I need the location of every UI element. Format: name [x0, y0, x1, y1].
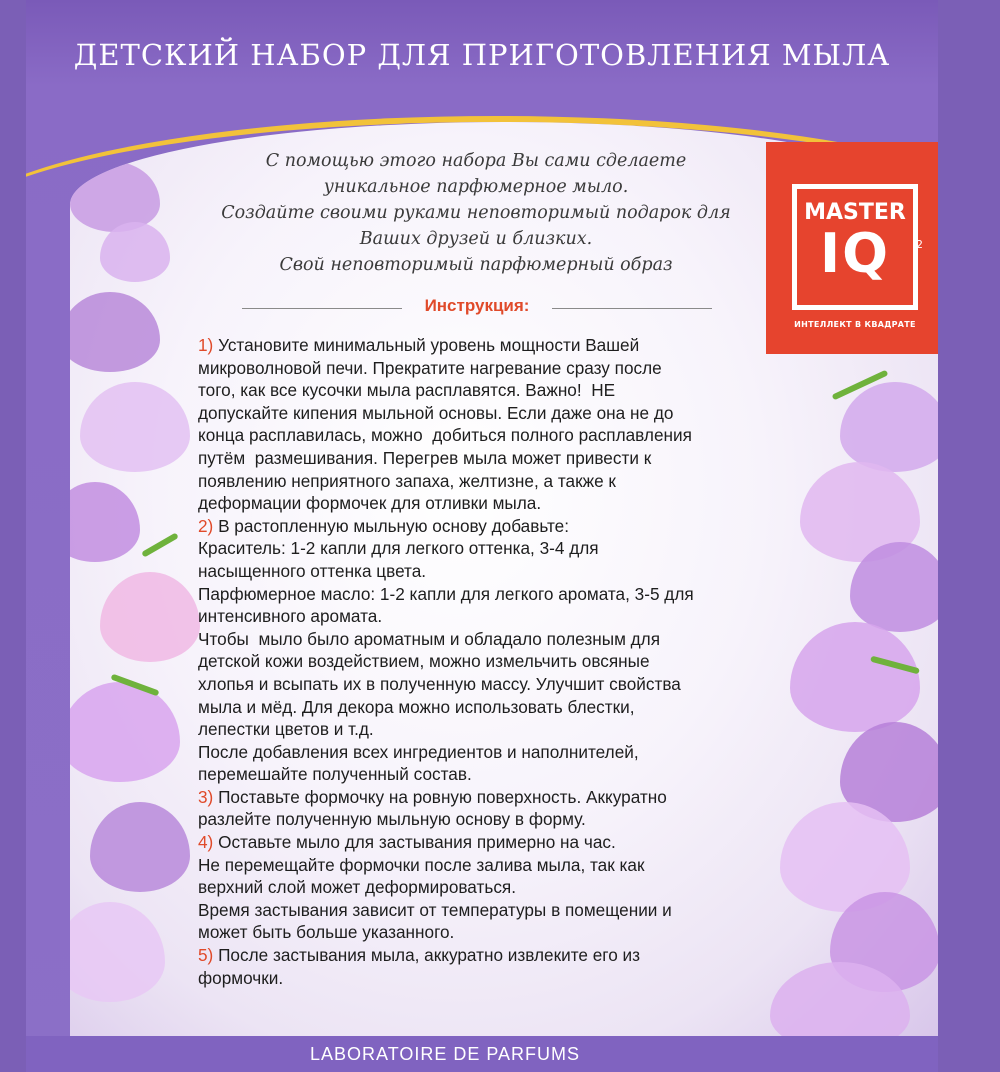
lilac-flower-decoration [100, 572, 200, 662]
instruction-line [198, 650, 788, 673]
instruction-line [198, 402, 788, 425]
lilac-flower-decoration [790, 622, 920, 732]
intro-line: С помощью этого набора Вы сами сделаете [265, 151, 687, 171]
instruction-text: Не перемещайте формочки после залива мыла, так как [198, 854, 645, 875]
instruction-text: лепестки цветов и т.д. [198, 719, 374, 740]
instruction-line [198, 718, 788, 741]
lilac-flower-decoration [70, 902, 165, 1002]
lilac-flower-decoration [70, 292, 160, 372]
intro-line: Свой неповторимый парфюмерный образ [279, 255, 673, 275]
lilac-flower-decoration [70, 162, 160, 232]
instruction-line [198, 921, 788, 944]
instruction-line [198, 537, 788, 560]
instruction-text: После добавления всех ингредиентов и наполнителей, [198, 741, 639, 762]
instructions-heading: Инструкция: [424, 296, 530, 315]
instruction-line [198, 808, 788, 831]
step-number: 2) [198, 515, 214, 536]
lilac-flower-decoration [80, 382, 190, 472]
instruction-line [198, 424, 788, 447]
instruction-line [198, 560, 788, 583]
instruction-text: После застывания мыла, аккуратно извлеките его из [213, 945, 641, 966]
instruction-text: В растопленную мыльную основу добавьте: [213, 515, 569, 536]
step-number: 3) [198, 786, 214, 807]
instruction-line [198, 944, 788, 967]
instruction-line [198, 447, 788, 470]
instruction-text: Краситель: 1-2 капли для легкого оттенка, 3-4 для [198, 538, 599, 559]
master-iq-logo [766, 142, 938, 354]
step-number: 1) [198, 335, 214, 355]
instruction-line [198, 515, 788, 538]
instruction-line [198, 334, 788, 357]
instruction-line [198, 741, 788, 764]
instruction-line [198, 967, 788, 990]
lilac-flower-decoration [100, 222, 170, 282]
logo-brand-main: IQ [820, 222, 890, 285]
instruction-text: Чтобы мыло было ароматным и обладало полезным для [198, 628, 661, 649]
instruction-text: Установите минимальный уровень мощности Вашей [213, 335, 640, 355]
instruction-text: верхний слой может деформироваться. [198, 877, 516, 898]
instruction-text: перемешайте полученный состав. [198, 764, 472, 785]
instruction-text: Оставьте мыло для застывания примерно на час. [213, 832, 616, 853]
instruction-line [198, 379, 788, 402]
instruction-text: может быть больше указанного. [198, 922, 455, 943]
lilac-flower-decoration [70, 482, 140, 562]
instruction-text: интенсивного аромата. [198, 606, 383, 627]
logo-brand-top: MASTER [804, 200, 906, 225]
instruction-line [198, 605, 788, 628]
instruction-line [198, 831, 788, 854]
step-number: 5) [198, 945, 214, 966]
instruction-text: детской кожи воздействием, можно измельчить овсяные [198, 651, 650, 672]
instruction-line [198, 763, 788, 786]
instruction-text: допускайте кипения мыльной основы. Если даже она не до [198, 402, 674, 423]
intro-text [196, 148, 756, 278]
instruction-text: Парфюмерное масло: 1-2 капли для легкого аромата, 3-5 для [198, 583, 694, 604]
lilac-flower-decoration [70, 682, 180, 782]
divider-right [552, 308, 712, 309]
instruction-text: разлейте полученную мыльную основу в форму. [198, 809, 586, 830]
instruction-text: хлопья и всыпать их в полученную массу. Улучшит свойства [198, 673, 681, 694]
step-number: 4) [198, 832, 214, 853]
instruction-line [198, 583, 788, 606]
instructions-heading-row [242, 296, 712, 320]
instruction-text: мыла и мёд. Для декора можно использовать блестки, [198, 696, 635, 717]
footer-text: LABORATOIRE DE PARFUMS [310, 1044, 581, 1064]
instruction-line [198, 854, 788, 877]
product-title: ДЕТСКИЙ НАБОР ДЛЯ ПРИГОТОВЛЕНИЯ МЫЛА [73, 38, 891, 72]
lilac-flower-decoration [90, 802, 190, 892]
instruction-line [198, 899, 788, 922]
lilac-flower-decoration [840, 382, 938, 472]
intro-line: уникальное парфюмерное мыло. [323, 177, 629, 197]
instruction-text: того, как все кусочки мыла расплавятся. Важно! НЕ [198, 380, 616, 401]
instruction-line [198, 786, 788, 809]
instruction-line [198, 357, 788, 380]
instruction-line [198, 470, 788, 493]
logo-tagline: ИНТЕЛЛЕКТ В КВАДРАТЕ [794, 320, 916, 329]
stem-decoration [141, 532, 179, 557]
instruction-text: появлению неприятного запаха, желтизне, а также к [198, 470, 616, 491]
instruction-line [198, 628, 788, 651]
logo-superscript: 2 [916, 238, 923, 251]
instruction-line [198, 673, 788, 696]
instruction-text: конца расплавилась, можно добиться полного расплавления [198, 425, 692, 446]
instruction-text: путём размешивания. Перегрев мыла может привести к [198, 447, 652, 468]
instruction-line [198, 876, 788, 899]
package-panel [26, 0, 938, 1072]
instructions-body [198, 334, 788, 989]
instruction-line [198, 696, 788, 719]
instruction-text: микроволновой печи. Прекратите нагревание сразу после [198, 357, 662, 378]
instruction-text: Время застывания зависит от температуры в помещении и [198, 899, 672, 920]
instruction-text: Поставьте формочку на ровную поверхность. Аккуратно [213, 786, 667, 807]
intro-line: Ваших друзей и близких. [359, 229, 593, 249]
instruction-text: формочки. [198, 967, 284, 988]
instruction-text: деформации формочек для отливки мыла. [198, 493, 542, 514]
instruction-line [198, 492, 788, 515]
instruction-text: насыщенного оттенка цвета. [198, 560, 427, 581]
intro-line: Создайте своими руками неповторимый подарок для [221, 203, 731, 223]
